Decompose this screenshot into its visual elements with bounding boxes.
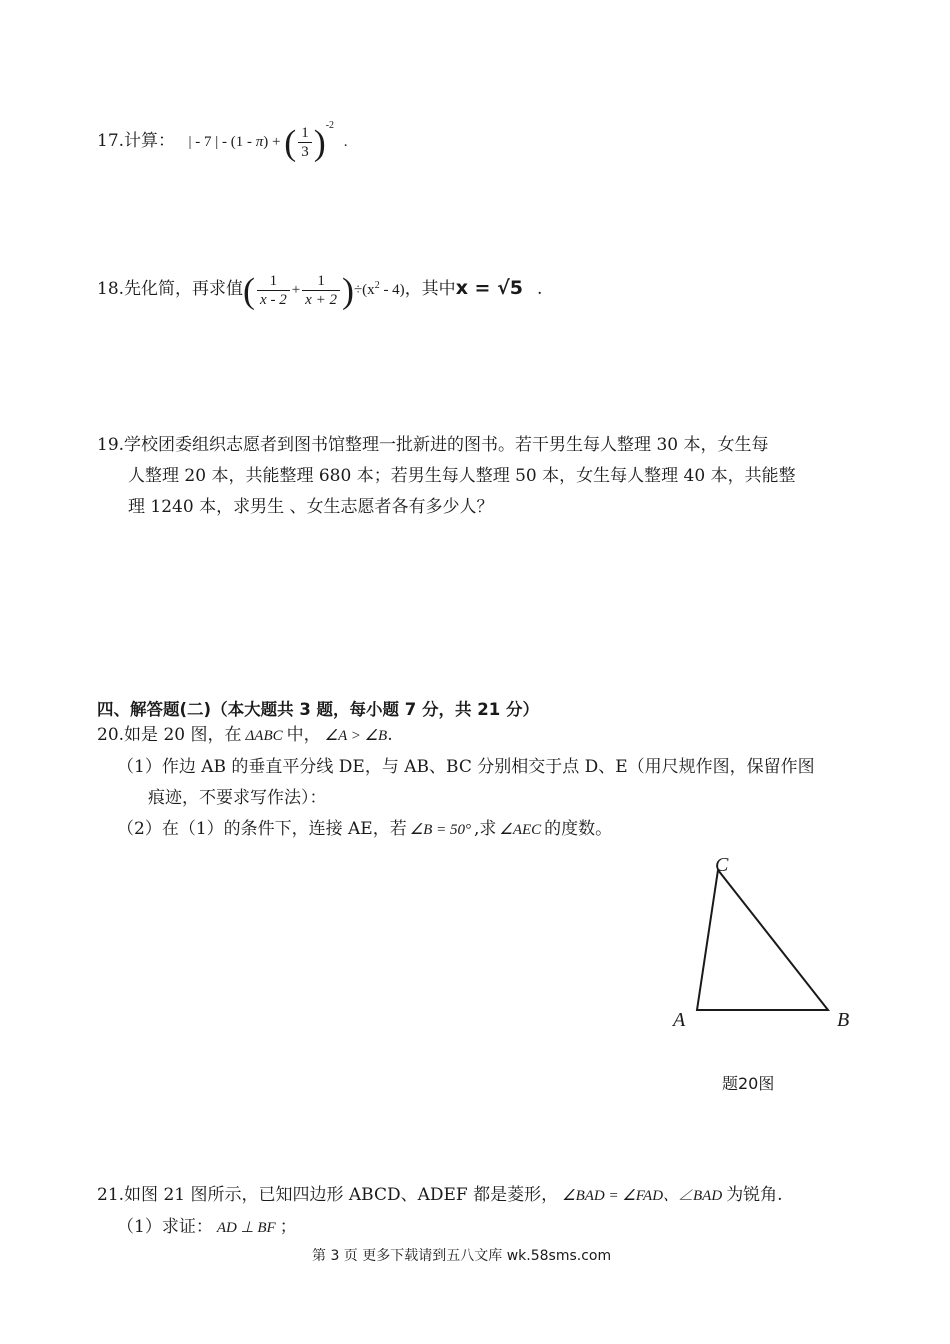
vertex-label-c: C	[715, 854, 729, 876]
question-19	[97, 430, 796, 523]
q17-fraction: $\frac{1}{3}$	[298, 124, 312, 161]
q18-expression: ( $\frac{1}{x - 2}$ + $\frac{1}{x + 2}$ )$\div(x^2 - 4)$	[243, 270, 405, 311]
q17-label: 17.计算：	[97, 131, 176, 151]
right-paren: )	[313, 122, 326, 163]
q19-line-2: 人整理 20 本，共能整理 680 本；若男生每人整理 50 本，女生每人整理 40 本，共能整	[128, 466, 796, 486]
q20-intro: 20.如是 20 图，在 ΔABC 中， ∠A > ∠B.	[97, 725, 393, 745]
q21-part-1: （1）求证： AD ⊥ BF ；	[117, 1217, 297, 1237]
vertex-label-b: B	[837, 1009, 850, 1031]
q20-part-2: （2）在（1）的条件下，连接 AE，若 ∠B = 50° ,求 ∠AEC 的度数。	[117, 819, 613, 839]
q20-part-1-line-2: 痕迹，不要求写作法）：	[148, 788, 327, 808]
question-18: 18.先化简，再求值( $\frac{1}{x - 2}$ + $\frac{1}{x + 2}$ )$\div(x^2 - 4)$，其中x = √5 .	[97, 270, 543, 311]
q17-expression: | - 7 | - (1 - π) + ( $\frac{1}{3}$ )$^{-2}$ .	[188, 120, 348, 163]
figure-20-caption: 题20图	[722, 1074, 775, 1093]
question-21	[97, 1180, 783, 1244]
q18-x-value-image: x = √5	[455, 277, 523, 299]
section-4-heading: 四、解答题(二)（本大题共 3 题，每小题 7 分，共 21 分）	[97, 700, 539, 719]
question-17	[97, 110, 348, 161]
q19-line-3: 理 1240 本，求男生 、女生志愿者各有多少人？	[128, 497, 494, 517]
page-footer: 第 3 页 更多下载请到五八文库 wk.58sms.com	[312, 1248, 612, 1264]
left-paren: (	[284, 122, 297, 163]
vertex-label-a: A	[673, 1009, 686, 1031]
figure-20-triangle	[660, 845, 870, 1045]
q21-intro: 21.如图 21 图所示，已知四边形 ABCD、ADEF 都是菱形， ∠BAD = ∠FAD、∠BAD 为锐角.	[97, 1185, 783, 1205]
q18-label: 18.先化简，再求值	[97, 279, 244, 299]
question-20	[97, 720, 815, 846]
triangle-abc	[697, 870, 828, 1010]
q20-part-1-line-1: （1）作边 AB 的垂直平分线 DE，与 AB、BC 分别相交于点 D、E（用尺规作图，保留作图	[117, 757, 815, 777]
q19-line-1: 19.学校团委组织志愿者到图书馆整理一批新进的图书。若干男生每人整理 30 本，女生每	[97, 435, 769, 455]
